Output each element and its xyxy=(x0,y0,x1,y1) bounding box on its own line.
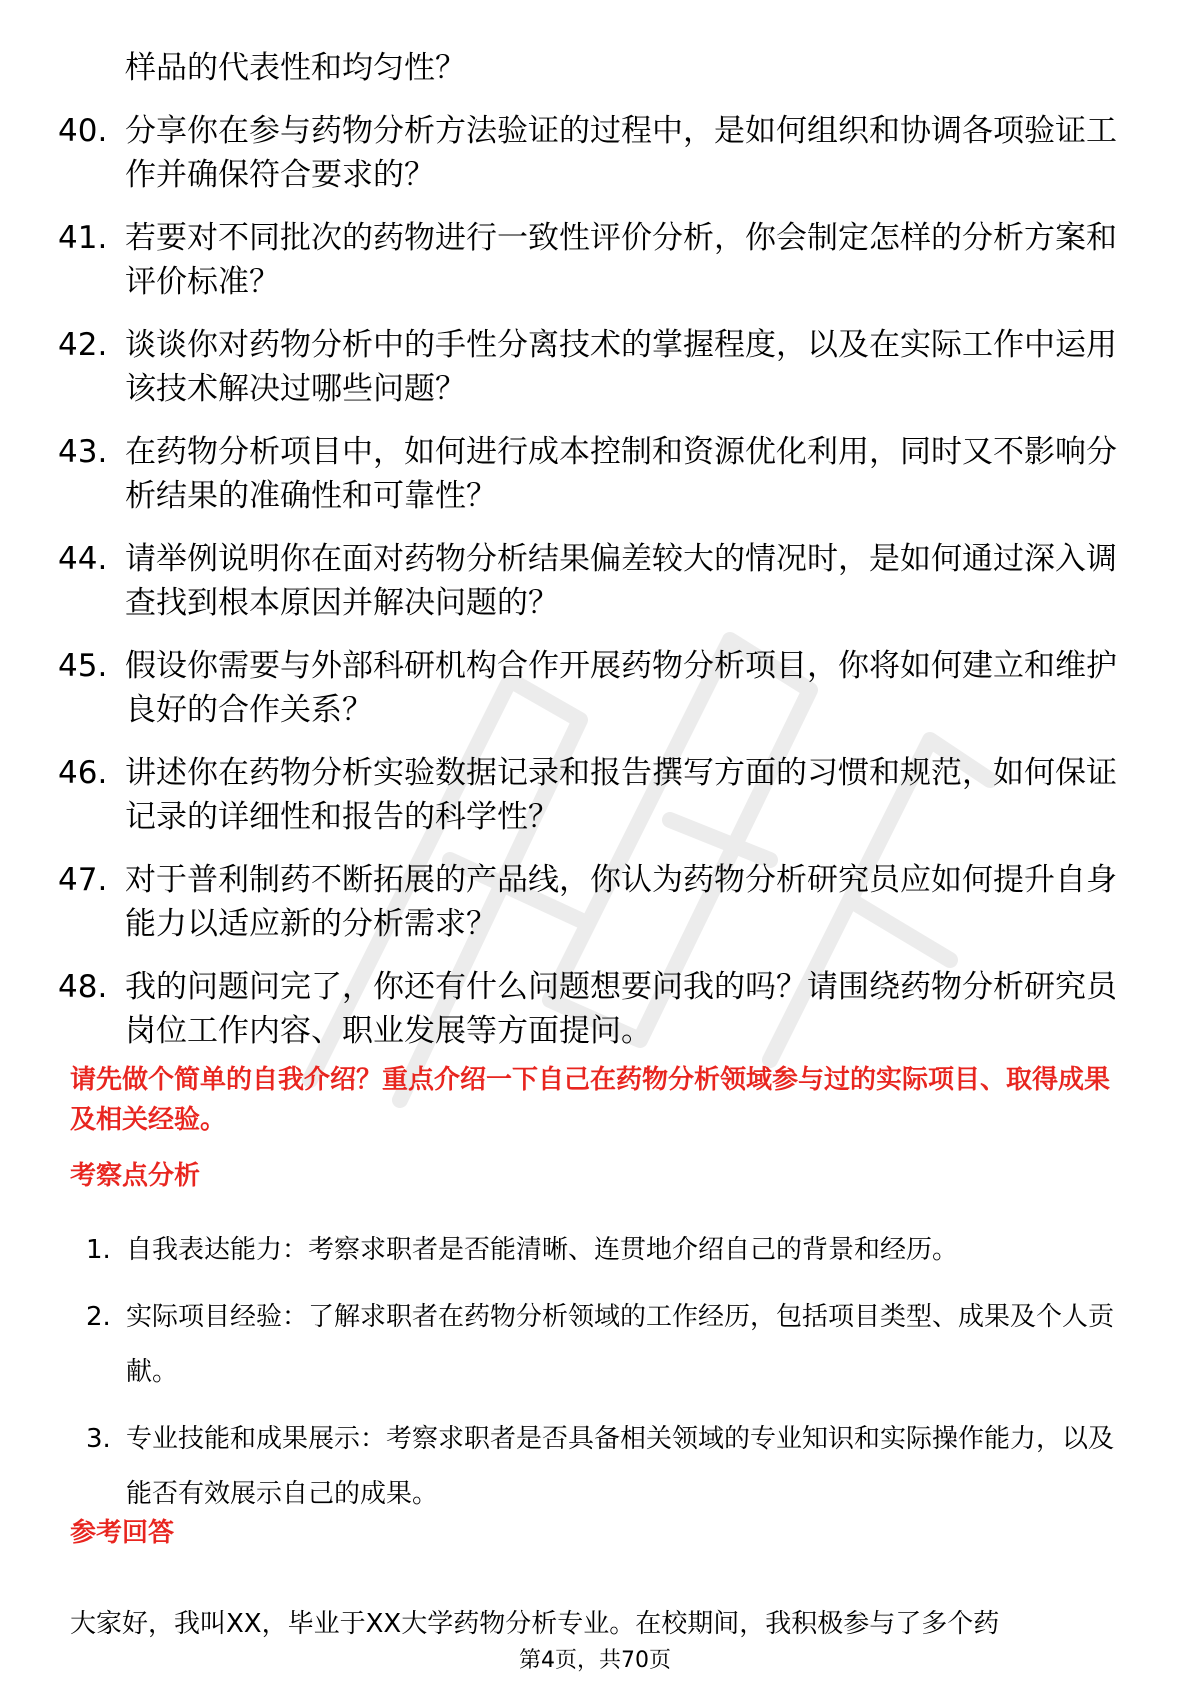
question-text: 分享你在参与药物分析方法验证的过程中，是如何组织和协调各项验证工作并确保符合要求的？ xyxy=(125,113,1117,193)
question-item xyxy=(58,537,1138,625)
question-number: 47. xyxy=(58,862,108,898)
question-text: 我的问题问完了，你还有什么问题想要问我的吗？请围绕药物分析研究员岗位工作内容、职业发展等方面提问。 xyxy=(125,969,1117,1049)
point-number: 1. xyxy=(86,1235,111,1265)
question-text: 假设你需要与外部科研机构合作开展药物分析项目，你将如何建立和维护良好的合作关系？ xyxy=(125,648,1117,728)
question-item xyxy=(58,858,1138,946)
question-item xyxy=(58,430,1138,518)
question-number: 41. xyxy=(58,220,108,256)
analysis-point xyxy=(86,1290,1136,1400)
question-item xyxy=(58,751,1138,839)
analysis-point xyxy=(86,1223,1136,1278)
point-number: 3. xyxy=(86,1424,111,1454)
question-number: 45. xyxy=(58,648,108,684)
question-number: 43. xyxy=(58,434,108,470)
question-number: 46. xyxy=(58,755,108,791)
reference-answer-title: 参考回答 xyxy=(70,1518,175,1548)
question-item xyxy=(58,109,1138,197)
analysis-points-list xyxy=(86,1223,1136,1534)
question-continuation: 样品的代表性和均匀性？ xyxy=(125,50,466,86)
question-number: 40. xyxy=(58,113,108,149)
point-number: 2. xyxy=(86,1302,111,1332)
question-item xyxy=(58,323,1138,411)
question-text: 在药物分析项目中，如何进行成本控制和资源优化利用，同时又不影响分析结果的准确性和可靠性？ xyxy=(125,434,1117,514)
point-text: 实际项目经验：了解求职者在药物分析领域的工作经历，包括项目类型、成果及个人贡献。 xyxy=(126,1302,1115,1387)
question-text: 若要对不同批次的药物进行一致性评价分析，你会制定怎样的分析方案和评价标准？ xyxy=(125,220,1117,300)
analysis-section-title: 考察点分析 xyxy=(70,1161,201,1191)
intro-question-heading: 请先做个简单的自我介绍？重点介绍一下自己在药物分析领域参与过的实际项目、取得成果及相关经验。 xyxy=(70,1065,1111,1135)
question-item xyxy=(58,216,1138,304)
question-item xyxy=(58,644,1138,732)
page-number-footer: 第4页，共70页 xyxy=(519,1648,671,1673)
question-number: 48. xyxy=(58,969,108,1005)
question-text: 对于普利制药不断拓展的产品线，你认为药物分析研究员应如何提升自身能力以适应新的分析需求？ xyxy=(125,862,1117,942)
point-text: 自我表达能力：考察求职者是否能清晰、连贯地介绍自己的背景和经历。 xyxy=(126,1235,959,1265)
question-item xyxy=(58,965,1138,1053)
question-number: 42. xyxy=(58,327,108,363)
question-text: 请举例说明你在面对药物分析结果偏差较大的情况时，是如何通过深入调查找到根本原因并解决问题的？ xyxy=(125,541,1117,621)
point-text: 专业技能和成果展示：考察求职者是否具备相关领域的专业知识和实际操作能力，以及能否有效展示自己的成果。 xyxy=(126,1424,1115,1509)
reference-answer-text: 大家好，我叫XX，毕业于XX大学药物分析专业。在校期间，我积极参与了多个药 xyxy=(70,1609,1000,1639)
analysis-point xyxy=(86,1412,1136,1522)
question-text: 谈谈你对药物分析中的手性分离技术的掌握程度，以及在实际工作中运用该技术解决过哪些问题？ xyxy=(125,327,1117,407)
question-list xyxy=(58,46,1138,1053)
question-text: 讲述你在药物分析实验数据记录和报告撰写方面的习惯和规范，如何保证记录的详细性和报告的科学性？ xyxy=(125,755,1117,835)
question-number: 44. xyxy=(58,541,108,577)
